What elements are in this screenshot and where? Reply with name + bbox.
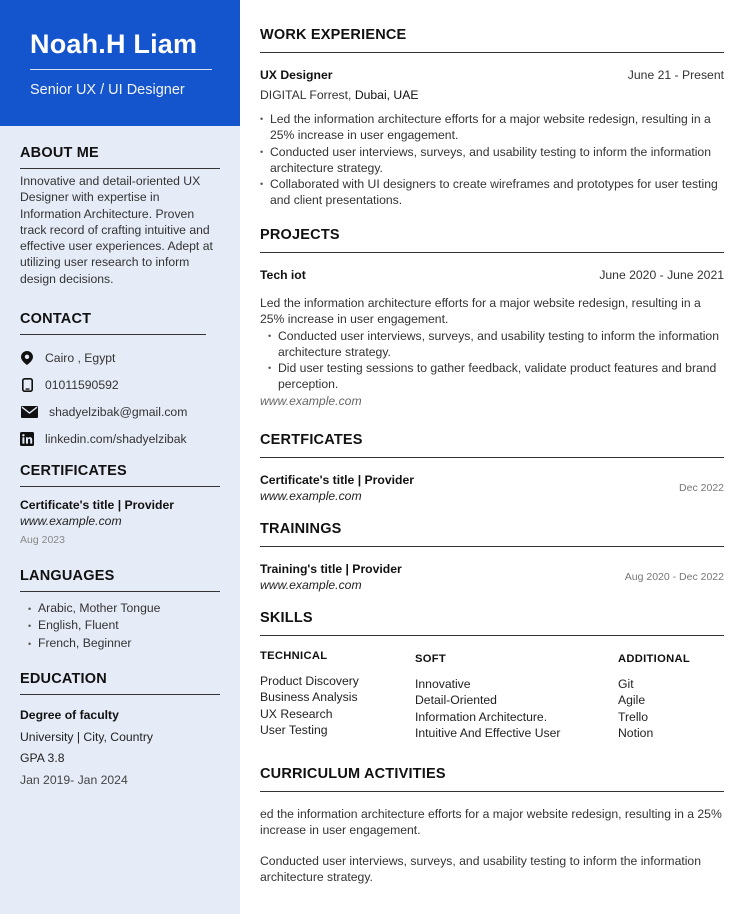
education-gpa: GPA 3.8 xyxy=(20,751,65,765)
skill-item: Product Discovery xyxy=(260,674,359,688)
work-role: UX Designer xyxy=(260,68,333,82)
work-dates: June 21 - Present xyxy=(627,68,724,82)
certificate-link[interactable]: www.example.com xyxy=(260,489,362,503)
skills-soft xyxy=(415,653,560,741)
candidate-name: Noah.H Liam xyxy=(30,29,198,59)
skills-additional-heading: ADDITIONAL xyxy=(618,653,690,665)
curriculum-section xyxy=(260,766,724,885)
linkedin-icon xyxy=(20,432,34,446)
project-summary: Led the information architecture efforts for a major website redesign, resulting in a 25% increase in user engagement. xyxy=(260,296,701,327)
languages-list xyxy=(20,600,220,652)
project-bullets xyxy=(260,328,724,393)
skill-item: Business Analysis xyxy=(260,690,358,705)
skill-item: UX Research xyxy=(260,706,333,721)
contact-email[interactable] xyxy=(20,398,206,425)
languages-section xyxy=(20,568,220,652)
work-company-line xyxy=(260,88,724,102)
skills-columns xyxy=(260,636,724,740)
header-block xyxy=(0,0,240,126)
about-section xyxy=(20,145,220,287)
skill-item: Detail-Oriented xyxy=(415,693,497,708)
education-school: University | City, Country xyxy=(20,729,153,744)
work-experience-section xyxy=(260,27,724,209)
education-dates: Jan 2019- Jan 2024 xyxy=(20,772,128,787)
certificate-date: Dec 2022 xyxy=(679,482,724,494)
candidate-title: Senior UX / UI Designer xyxy=(30,82,185,98)
contact-heading: CONTACT xyxy=(20,311,206,335)
language-item: • Arabic, Mother Tongue xyxy=(28,601,161,615)
skill-item: Notion xyxy=(618,725,654,740)
curriculum-paragraph: Conducted user interviews, surveys, and usability testing to inform the information architecture strategy. xyxy=(260,853,701,884)
certificate-entry xyxy=(260,472,724,504)
sidebar-certificate-link[interactable]: www.example.com xyxy=(20,514,122,528)
certificate-title: Certificate's title | Provider xyxy=(260,473,414,487)
skill-item: Innovative xyxy=(415,677,471,691)
phone-icon xyxy=(20,378,34,392)
trainings-heading: TRAININGS xyxy=(260,521,724,547)
skills-additional xyxy=(618,653,690,741)
about-heading: ABOUT ME xyxy=(20,145,220,169)
skills-technical-heading: TECHNICAL xyxy=(260,650,328,662)
curriculum-paragraph: ed the information architecture efforts for a major website redesign, resulting in a 25% increase in user engagement. xyxy=(260,807,722,838)
work-location: Dubai, UAE xyxy=(354,88,419,102)
language-item: • English, Fluent xyxy=(28,618,119,633)
trainings-section xyxy=(260,521,724,593)
training-title: Training's title | Provider xyxy=(260,562,402,576)
sidebar-certificates-heading: CERTIFICATES xyxy=(20,463,220,487)
certificates-section xyxy=(260,432,724,504)
projects-heading: PROJECTS xyxy=(260,227,724,253)
skills-technical xyxy=(260,650,359,738)
languages-heading: LANGUAGES xyxy=(20,568,220,592)
work-bullets xyxy=(260,111,724,209)
contact-linkedin[interactable] xyxy=(20,425,206,452)
work-company: DIGITAL Forrest, xyxy=(260,88,352,102)
certificates-heading: CERTFICATES xyxy=(260,432,724,458)
language-item: • French, Beginner xyxy=(28,635,132,650)
project-dates: June 2020 - June 2021 xyxy=(599,268,724,282)
skill-item: Trello xyxy=(618,709,649,724)
sidebar-certificate-date: Aug 2023 xyxy=(20,534,65,546)
work-experience-heading: WORK EXPERIENCE xyxy=(260,27,724,53)
skill-item: Intuitive And Effective User xyxy=(415,725,561,740)
training-entry xyxy=(260,561,724,593)
sidebar-certificate-title: Certificate's title | Provider xyxy=(20,498,174,512)
skills-soft-heading: SOFT xyxy=(415,653,447,665)
project-name: Tech iot xyxy=(260,268,306,282)
curriculum-heading: CURRICULUM ACTIVITIES xyxy=(260,766,724,792)
projects-section xyxy=(260,227,724,409)
about-text: Innovative and detail-oriented UX Designer with expertise in Information Architecture. Proven track record of crafting intuitive and effective user experiences. Adept at utilizing user research to inform design decisions. xyxy=(20,174,213,286)
work-role-row xyxy=(260,68,724,82)
project-link[interactable]: www.example.com xyxy=(260,393,362,408)
project-bullet: • Conducted user interviews, surveys, and usability testing to inform the information architecture strategy. xyxy=(268,328,719,359)
contact-section xyxy=(20,311,206,452)
training-link[interactable]: www.example.com xyxy=(260,578,362,592)
envelope-icon xyxy=(20,405,38,419)
contact-email-text[interactable]: shadyelzibak@gmail.com xyxy=(49,404,188,419)
skills-section xyxy=(260,610,724,740)
skill-item: User Testing xyxy=(260,722,328,737)
work-bullet: • Collaborated with UI designers to create wireframes and prototypes for user testing and client presentations. xyxy=(260,177,718,208)
work-bullet: • Led the information architecture efforts for a major website redesign, resulting in a 25% increase in user engagement. xyxy=(260,112,711,143)
contact-phone-text: 01011590592 xyxy=(45,377,119,392)
contact-phone xyxy=(20,371,206,398)
skill-item: Information Architecture. xyxy=(415,709,548,724)
location-pin-icon xyxy=(20,351,34,365)
education-degree: Degree of faculty xyxy=(20,708,119,722)
project-row xyxy=(260,268,724,282)
work-bullet: • Conducted user interviews, surveys, and usability testing to inform the information architecture strategy. xyxy=(260,144,711,175)
project-bullet: • Did user testing sessions to gather feedback, validate product features and brand perception. xyxy=(268,361,717,392)
education-section xyxy=(20,671,220,793)
contact-linkedin-text[interactable]: linkedin.com/shadyelzibak xyxy=(45,431,187,446)
sidebar-certificates-section xyxy=(20,463,220,548)
skill-item: Git xyxy=(618,677,634,691)
education-heading: EDUCATION xyxy=(20,671,220,695)
header-divider xyxy=(30,69,212,70)
skill-item: Agile xyxy=(618,693,646,708)
contact-location xyxy=(20,344,206,371)
skills-heading: SKILLS xyxy=(260,610,724,636)
sidebar xyxy=(0,0,240,914)
training-date: Aug 2020 - Dec 2022 xyxy=(624,571,724,583)
contact-location-text: Cairo , Egypt xyxy=(45,350,116,365)
